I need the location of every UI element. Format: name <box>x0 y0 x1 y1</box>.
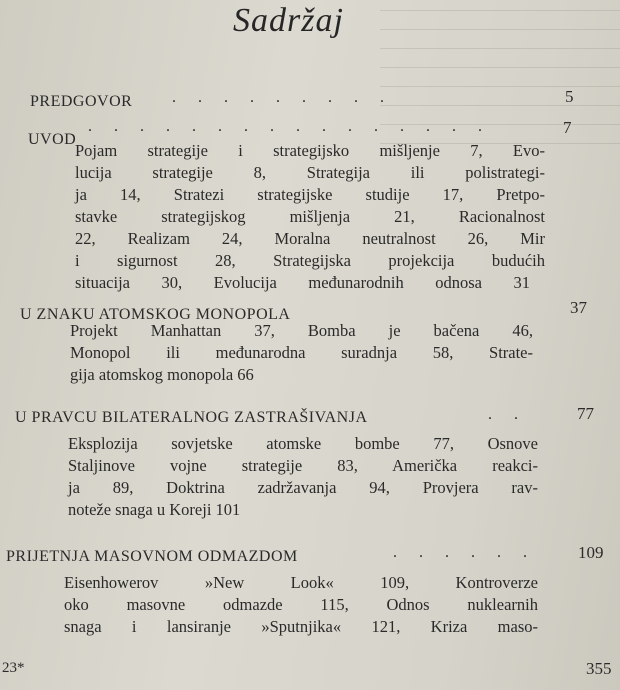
toc-subentry-line: stavke strategijskog mišljenja 21, Racionalnost <box>75 207 545 226</box>
leader-dots: . . . . . . <box>393 544 536 561</box>
toc-page-atomski-monopol: 37 <box>570 298 587 317</box>
toc-subentry-line: gija atomskog monopola 66 <box>70 365 254 384</box>
page-number: 355 <box>586 659 612 678</box>
toc-page-masovna-odmazda: 109 <box>578 543 604 562</box>
toc-subentry-line: snaga i lansiranje »Sputnjika« 121, Kriza maso- <box>64 617 538 636</box>
toc-heading-zastrasivanje: U PRAVCU BILATERALNOG ZASTRAŠIVANJA <box>15 409 368 426</box>
leader-dots: . . <box>488 406 527 423</box>
page-title: Sadržaj <box>233 2 344 39</box>
printer-signature-mark: 23* <box>2 660 25 676</box>
toc-subentry-line: Pojam strategije i strategijsko mišljenje 7, Evo- <box>75 141 545 160</box>
toc-heading-predgovor: PREDGOVOR <box>30 93 133 110</box>
toc-subentry-line: lucija strategije 8, Strategija ili polistrategi- <box>75 163 545 182</box>
toc-subentry-line: Eisenhowerov »New Look« 109, Kontroverze <box>64 573 538 592</box>
toc-subentry-line: ja 14, Stratezi strategijske studije 17, Pretpo- <box>75 185 545 204</box>
toc-heading-atomski-monopol: U ZNAKU ATOMSKOG MONOPOLA <box>20 306 291 323</box>
toc-page-predgovor: 5 <box>565 87 574 106</box>
toc-heading-masovna-odmazda: PRIJETNJA MASOVNOM ODMAZDOM <box>6 548 298 565</box>
toc-subentry-line: Staljinove vojne strategije 83, Američka reakci- <box>68 456 538 475</box>
toc-subentry-line: ja 89, Doktrina zadržavanja 94, Provjera rav- <box>68 478 538 497</box>
toc-heading-uvod: UVOD <box>28 131 77 148</box>
toc-subentry-line: Monopol ili međunarodna suradnja 58, Strate- <box>70 343 533 362</box>
toc-subentry-line: Eksplozija sovjetske atomske bombe 77, Osnove <box>68 434 538 453</box>
toc-subentry-line: situacija 30, Evolucija međunarodnih odnosa 31 <box>75 273 530 292</box>
toc-subentry-line: i sigurnost 28, Strategijska projekcija budućih <box>75 251 545 270</box>
leader-dots: . . . . . . . . . <box>172 89 393 106</box>
toc-subentry-line: 22, Realizam 24, Moralna neutralnost 26, Mir <box>75 229 545 248</box>
toc-subentry-line: noteže snaga u Koreji 101 <box>68 500 241 519</box>
toc-subentry-line: Projekt Manhattan 37, Bomba je bačena 46, <box>70 321 533 340</box>
toc-page-zastrasivanje: 77 <box>577 404 594 423</box>
toc-page-uvod: 7 <box>563 118 572 137</box>
leader-dots: . . . . . . . . . . . . . . . . <box>88 118 491 135</box>
toc-subentry-line: oko masovne odmazde 115, Odnos nuklearnih <box>64 595 538 614</box>
